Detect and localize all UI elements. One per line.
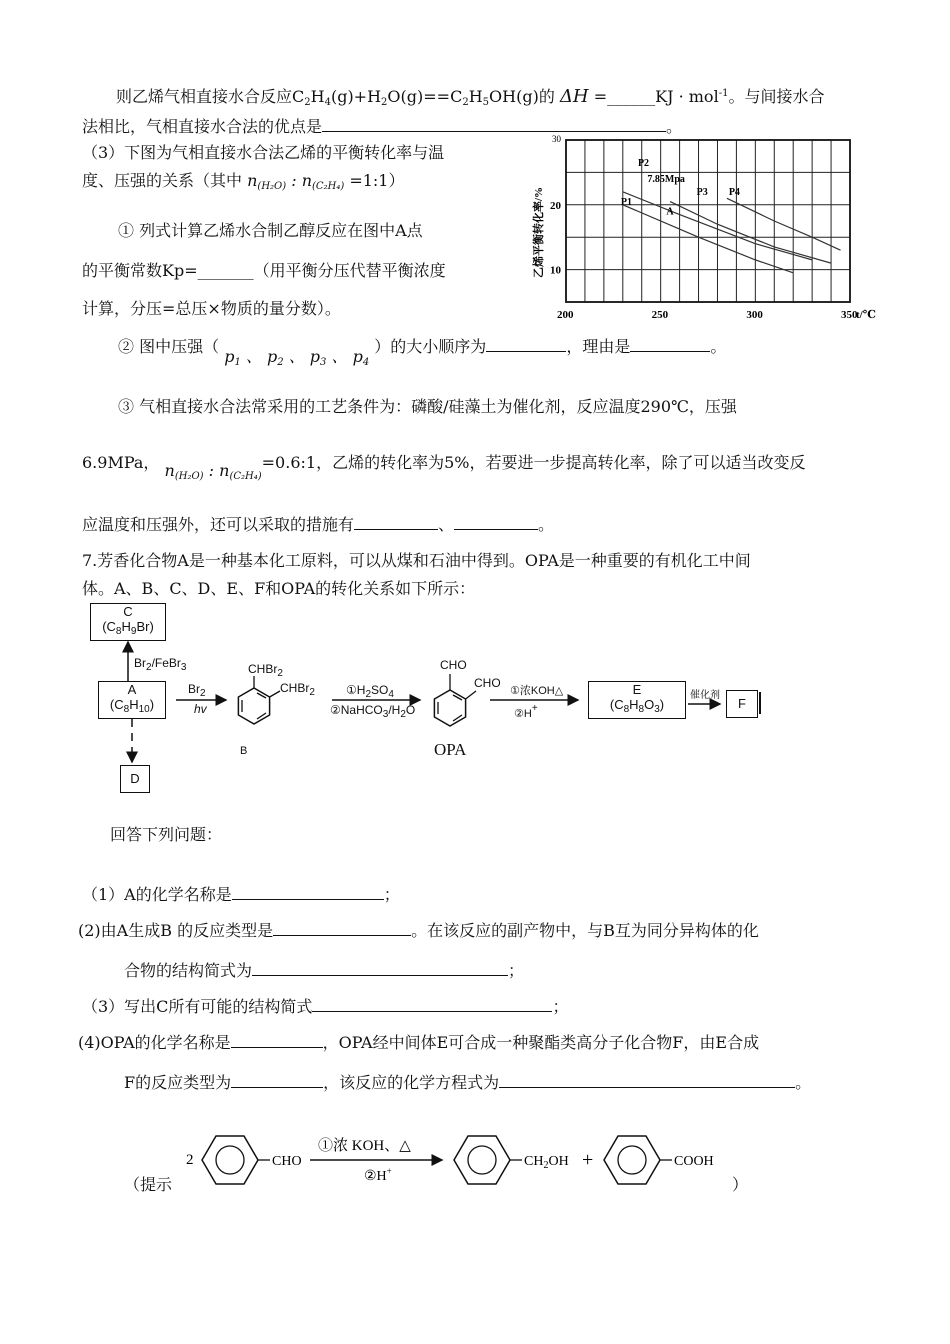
chart-ylabel: 乙烯平衡转化率/% — [533, 186, 545, 278]
y-tick-label: 30 — [552, 134, 561, 144]
hint-cond-bottom: ②H+ — [364, 1166, 392, 1184]
y-tick-label: 20 — [550, 199, 561, 212]
para1-line1: 则乙烯气相直接水合反应$C_2H_4(g)+H_2O(g)==C_2H_5OH(g)$的 ΔH =______KJ · mol$^{-1}$。与间接水合 — [116, 86, 825, 108]
pressure-list: $p_1$ 、 $p_2$ 、 $p_3$ 、 $p_4$ — [224, 347, 370, 368]
q3-sub1-a: ① 列式计算乙烯水合制乙醇反应在图中A点 — [118, 221, 423, 240]
answer-1: （1）A的化学名称是 ； — [82, 885, 400, 904]
hint-open: （提示 — [124, 1175, 173, 1194]
chart-annotation: P4 — [728, 187, 740, 199]
answer-blank-reaction-type[interactable] — [273, 921, 411, 936]
plot-frame — [566, 140, 850, 302]
hint-ch2oh: $CH_2OH$ — [524, 1154, 569, 1171]
reagent-koh: ①浓KOH△ — [510, 685, 564, 697]
ratio-expression: $n_{(H_2O)}$ : $n_{(C_2H_4)}$ — [247, 171, 345, 192]
answer-3: （3）写出C所有可能的结构简式 ； — [82, 997, 569, 1016]
x-tick-label: 200 — [557, 309, 574, 320]
reagent-catalyst: 催化剂 — [690, 690, 720, 701]
label-chbr2-right: CHBr$_2$ — [280, 681, 315, 698]
answer-blank-c-structures[interactable] — [312, 997, 552, 1012]
chart-annotation: P2 — [637, 157, 650, 169]
label-opa: OPA — [434, 740, 467, 759]
q7-line2: 体。A、B、C、D、E、F和OPA的转化关系如下所示： — [82, 579, 476, 598]
answer-blank-isomer[interactable] — [252, 961, 508, 976]
chart-annotations — [621, 158, 740, 218]
answer-2-cont: 合物的结构简式为 ； — [124, 961, 525, 980]
chart-annotation: P3 — [696, 187, 708, 199]
chart-grid — [566, 140, 850, 302]
q3-sub1-c: 计算，分压=总压×物质的量分数）。 — [82, 299, 341, 318]
series-line-p1 — [623, 205, 793, 273]
reagent-h-plus: ②H+ — [514, 703, 538, 720]
benzene-ring-b — [238, 676, 280, 724]
compound-f-box: F — [726, 690, 758, 718]
compound-e-formula: $(C_8H_8O_3)$ — [609, 697, 665, 715]
q3-line1: （3）下图为气相直接水合法乙烯的平衡转化率与温 — [82, 143, 445, 162]
reagent-nahco3: $②NaHCO_3/H_2O$ — [330, 703, 416, 720]
answer-blank-reason[interactable] — [630, 337, 710, 352]
hint-equation — [180, 1120, 740, 1200]
answer-2: (2)由A生成B 的反应类型是 。在该反应的副产物中，与B互为同分异构体的化 — [78, 921, 759, 940]
y-tick-label: 10 — [550, 264, 561, 277]
hint-cond-top: ①浓 KOH、△ — [318, 1138, 411, 1154]
label-b: B — [240, 745, 248, 757]
ratio-expression-2: $n_{(H_2O)}$ : $n_{(C_2H_4)}$ — [164, 461, 262, 482]
compound-c-formula: $(C_8H_9Br)$ — [102, 619, 154, 637]
reagent-h2so4: $①H_2SO_4$ — [346, 683, 394, 700]
chart-series — [620, 192, 841, 273]
delta-h-symbol: ΔH — [559, 86, 589, 107]
answer-blank-equation[interactable] — [499, 1073, 795, 1088]
reagent-br2-febr3: $Br_2/FeBr_3$ — [134, 656, 187, 673]
hint-benzene-2 — [454, 1136, 522, 1184]
series-line-p3 — [670, 202, 831, 264]
x-tick-label: 350 — [841, 309, 858, 320]
answer-blank-measure-2[interactable] — [454, 515, 538, 530]
hint-benzene-1 — [202, 1136, 270, 1184]
hint-plus: + — [582, 1149, 594, 1171]
label-chbr2-top: CHBr$_2$ — [248, 662, 283, 679]
answers-intro: 回答下列问题： — [110, 825, 223, 844]
label-cho-top: CHO — [440, 658, 467, 672]
scheme-drawing — [0, 600, 950, 800]
x-axis-label: t/℃ — [856, 309, 876, 320]
q3-sub1-b: 的平衡常数Kp=_______（用平衡分压代替平衡浓度 — [82, 261, 446, 280]
q3-sub2: ② 图中压强（ $p_1$ 、 $p_2$ 、 $p_3$ 、 $p_4$ ）的大小顺序为 ，理由是 。 — [118, 337, 727, 368]
compound-a-box: A $(C_8H_{10})$ — [98, 681, 166, 719]
compound-c-box: C $(C_8H_9Br)$ — [90, 603, 166, 641]
series-line-p4 — [727, 198, 841, 250]
chart-annotation: A — [666, 206, 674, 218]
x-tick-label: 250 — [651, 309, 669, 320]
chart-annotation: P1 — [620, 196, 633, 208]
chart-annotation: 7.85Mpa — [647, 174, 685, 186]
hint-cho: CHO — [272, 1154, 302, 1169]
reagent-br2: $Br_2$ — [188, 682, 206, 699]
answer-4-cont: F的反应类型为 ，该反应的化学方程式为 。 — [124, 1073, 812, 1092]
conversion-chart — [516, 128, 882, 320]
q3-last-line: 应温度和压强外，还可以采取的措施有 、 。 — [82, 515, 555, 534]
para1-line2: 法相比，气相直接水合法的优点是 。 — [82, 117, 683, 136]
answer-blank-e-to-f-type[interactable] — [231, 1073, 323, 1088]
q7-line1: 7.芳香化合物A是一种基本化工原料，可以从煤和石油中得到。OPA是一种重要的有机化工中间 — [82, 551, 751, 570]
answer-blank-a-name[interactable] — [232, 885, 384, 900]
compound-e-box: E $(C_8H_8O_3)$ — [588, 681, 686, 719]
x-tick-label: 300 — [746, 309, 763, 320]
label-cho-right: CHO — [474, 676, 501, 690]
answer-blank-measure-1[interactable] — [354, 515, 438, 530]
compound-a-formula: $(C_8H_{10})$ — [109, 697, 155, 715]
answer-4: (4)OPA的化学名称是 ，OPA经中间体E可合成一种聚酯类高分子化合物F，由E合成 — [78, 1033, 760, 1052]
answer-blank-order[interactable] — [486, 337, 566, 352]
reagent-hv: hv — [194, 702, 207, 716]
q3-mpa-line: 6.9MPa， $n_{(H_2O)}$ : $n_{(C_2H_4)}=0.6:1$，乙烯的转化率为5%，若要进一步提高转化率，除了可以适当改变反 — [82, 453, 806, 482]
hint-coef: 2 — [186, 1152, 194, 1168]
compound-d-box: D — [120, 765, 150, 793]
hint-close: ） — [732, 1175, 749, 1194]
hint-cooh: COOH — [674, 1154, 714, 1169]
q3-line2: 度、压强的关系（其中 $n_{(H_2O)}$ : $n_{(C_2H_4)}$ =1:1） — [82, 171, 405, 192]
benzene-ring-opa — [434, 674, 476, 726]
answer-blank-opa-name[interactable] — [231, 1033, 323, 1048]
q3-sub3: ③ 气相直接水合法常采用的工艺条件为：磷酸/硅藻土为催化剂，反应温度290℃，压强 — [118, 397, 737, 416]
hint-benzene-3 — [604, 1136, 672, 1184]
